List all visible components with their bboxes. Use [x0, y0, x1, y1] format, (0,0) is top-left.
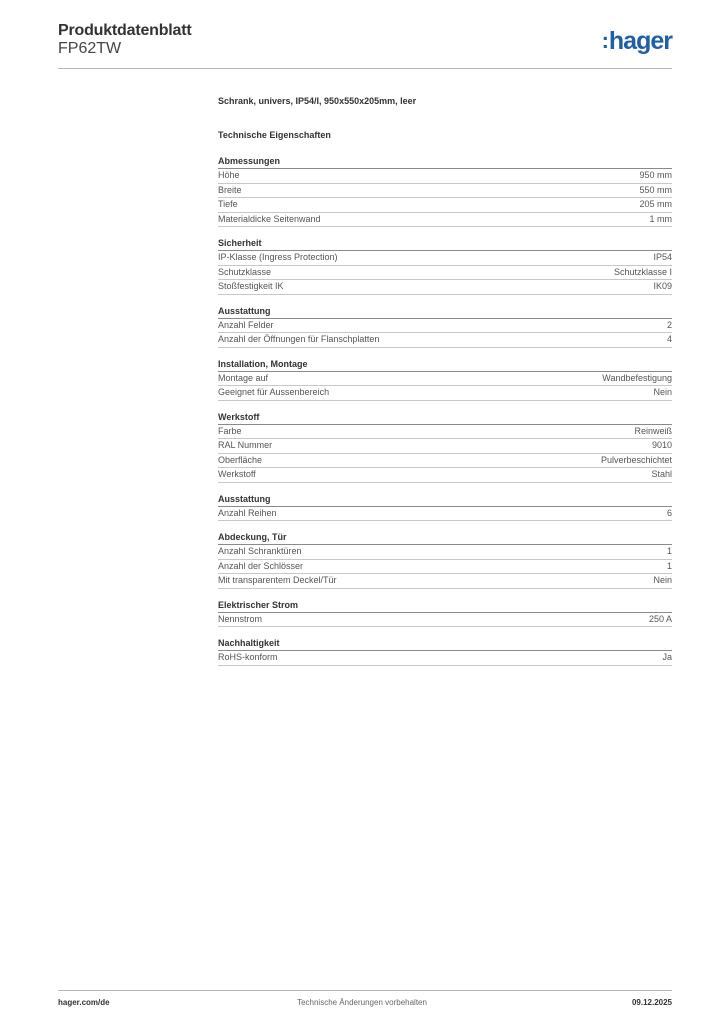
- main-content: [218, 95, 672, 676]
- property-row: [218, 425, 672, 440]
- property-row: [218, 213, 672, 228]
- property-row: [218, 651, 672, 666]
- property-section: [218, 237, 672, 295]
- property-value: 4: [666, 334, 672, 344]
- property-label: Anzahl der Schlösser: [218, 560, 304, 571]
- property-row: [218, 439, 672, 454]
- property-label: Stoßfestigkeit IK: [218, 281, 284, 291]
- page-title: Produktdatenblatt: [58, 22, 192, 39]
- section-title: Nachhaltigkeit: [218, 637, 672, 651]
- section-title: Ausstattung: [218, 493, 672, 507]
- property-row: [218, 386, 672, 401]
- document-header: [58, 22, 192, 58]
- property-value: Nein: [653, 575, 672, 585]
- property-row: [218, 184, 672, 199]
- property-label: Farbe: [218, 425, 242, 436]
- property-row: [218, 198, 672, 213]
- property-row: [218, 319, 672, 334]
- property-label: Nennstrom: [218, 613, 263, 624]
- logo-text: hager: [608, 27, 672, 55]
- property-label: Anzahl der Öffnungen für Flanschplatten: [218, 334, 380, 344]
- property-section: [218, 493, 672, 522]
- property-value: 1: [666, 546, 672, 556]
- property-label: Höhe: [218, 170, 240, 180]
- property-value: Stahl: [651, 469, 672, 479]
- property-label: Anzahl Felder: [218, 319, 274, 330]
- property-row: [218, 507, 672, 522]
- property-sections: [218, 155, 672, 666]
- property-value: IK09: [653, 281, 672, 291]
- property-section: [218, 637, 672, 666]
- product-code: FP62TW: [58, 40, 122, 57]
- property-row: [218, 280, 672, 295]
- property-label: RAL Nummer: [218, 440, 273, 450]
- hager-logo: [602, 27, 672, 55]
- property-label: Mit transparentem Deckel/Tür: [218, 575, 337, 585]
- property-label: Oberfläche: [218, 454, 263, 465]
- property-label: Materialdicke Seitenwand: [218, 213, 321, 224]
- property-value: 250 A: [648, 613, 672, 624]
- property-value: 205 mm: [639, 199, 672, 209]
- footer-date: 09.12.2025: [631, 998, 672, 1007]
- property-value: 550 mm: [639, 184, 672, 195]
- section-title: Abdeckung, Tür: [218, 531, 672, 545]
- property-row: [218, 468, 672, 483]
- property-section: [218, 411, 672, 483]
- property-section: [218, 599, 672, 628]
- property-value: Reinweiß: [634, 425, 672, 436]
- property-label: RoHS-konform: [218, 652, 278, 662]
- property-row: [218, 545, 672, 560]
- property-row: [218, 169, 672, 184]
- property-value: Ja: [662, 652, 672, 662]
- product-name: Schrank, univers, IP54/I, 950x550x205mm, leer: [218, 96, 417, 106]
- property-row: [218, 251, 672, 266]
- property-label: Montage auf: [218, 372, 269, 383]
- property-value: 950 mm: [639, 170, 672, 180]
- property-label: Breite: [218, 184, 242, 195]
- section-title: Abmessungen: [218, 155, 672, 169]
- property-label: Schutzklasse: [218, 266, 272, 277]
- property-value: IP54: [653, 252, 672, 262]
- section-title: Sicherheit: [218, 237, 672, 251]
- property-section: [218, 531, 672, 589]
- property-row: [218, 372, 672, 387]
- property-section: [218, 305, 672, 348]
- header-divider: [58, 68, 672, 69]
- property-value: Pulverbeschichtet: [600, 454, 672, 465]
- property-value: Wandbefestigung: [602, 372, 672, 383]
- property-value: 1 mm: [649, 213, 672, 224]
- property-value: 9010: [651, 440, 672, 450]
- property-section: [218, 358, 672, 401]
- property-row: [218, 266, 672, 281]
- property-label: Tiefe: [218, 199, 238, 209]
- property-row: [218, 560, 672, 575]
- property-value: 1: [666, 560, 672, 571]
- property-row: [218, 333, 672, 348]
- property-row: [218, 613, 672, 628]
- logo-dots-icon: :: [601, 28, 608, 53]
- footer-divider: [58, 990, 672, 991]
- section-title: Werkstoff: [218, 411, 672, 425]
- property-section: [218, 155, 672, 227]
- property-value: 2: [666, 319, 672, 330]
- property-row: [218, 454, 672, 469]
- property-label: IP-Klasse (Ingress Protection): [218, 252, 338, 262]
- footer-website-link[interactable]: hager.com/de: [58, 998, 110, 1007]
- property-value: 6: [666, 507, 672, 518]
- properties-title: Technische Eigenschaften: [218, 130, 331, 140]
- property-label: Anzahl Schranktüren: [218, 546, 302, 556]
- section-title: Installation, Montage: [218, 358, 672, 372]
- property-label: Werkstoff: [218, 469, 256, 479]
- footer-notice: Technische Änderungen vorbehalten: [297, 998, 427, 1007]
- section-title: Elektrischer Strom: [218, 599, 672, 613]
- section-title: Ausstattung: [218, 305, 672, 319]
- property-value: Nein: [653, 387, 672, 397]
- property-value: Schutzklasse I: [613, 266, 672, 277]
- property-row: [218, 574, 672, 589]
- property-label: Geeignet für Aussenbereich: [218, 387, 330, 397]
- property-label: Anzahl Reihen: [218, 507, 277, 518]
